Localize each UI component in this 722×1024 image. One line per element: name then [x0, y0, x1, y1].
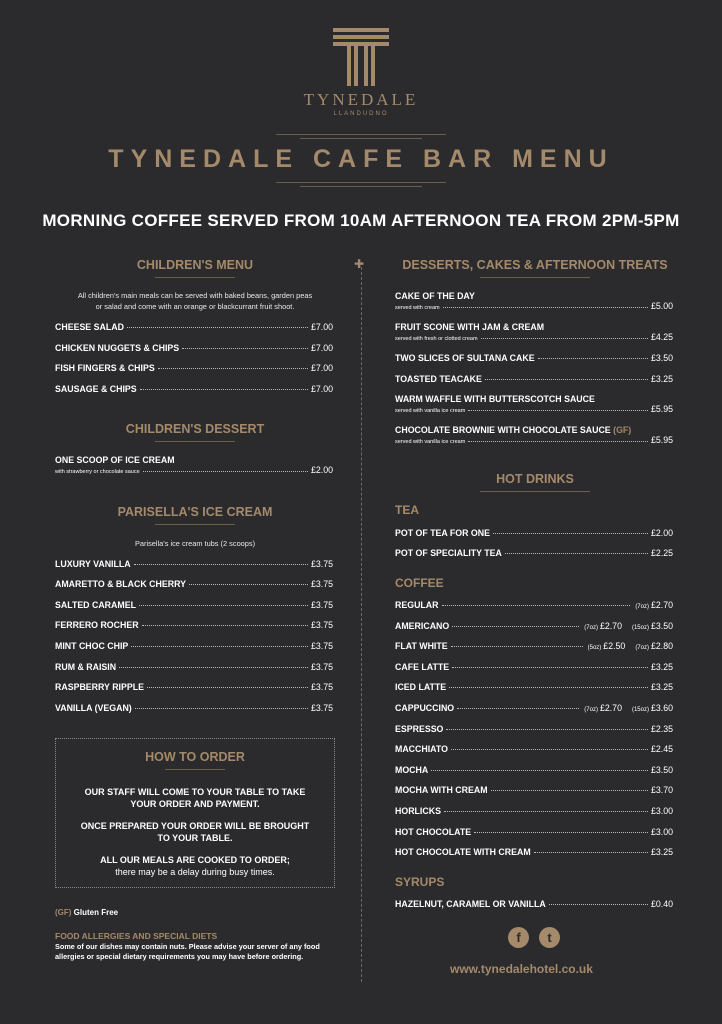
menu-item: FISH FINGERS & CHIPS £7.00: [55, 363, 333, 373]
menu-item: CAKE OF THE DAY served with cream £5.00: [395, 291, 673, 311]
childrens-menu-heading: CHILDREN'S MENU: [55, 258, 335, 278]
desserts-heading: DESSERTS, CAKES & AFTERNOON TREATS: [395, 258, 675, 278]
menu-item: CHICKEN NUGGETS & CHIPS £7.00: [55, 343, 333, 353]
menu-item: ONE SCOOP OF ICE CREAM with strawberry or chocolate sauce £2.00: [55, 455, 333, 475]
menu-item: CAPPUCCINO (7oz) £2.70 (15oz) £3.60: [395, 703, 673, 713]
childrens-dessert-heading: CHILDREN'S DESSERT: [55, 422, 335, 442]
menu-item: SALTED CARAMEL £3.75: [55, 600, 333, 610]
menu-item: HAZELNUT, CARAMEL OR VANILLA £0.40: [395, 899, 673, 909]
how-to-order-line: OUR STAFF WILL COME TO YOUR TABLE TO TAKE YOUR ORDER AND PAYMENT.: [84, 787, 306, 809]
gluten-free-key: (GF) Gluten Free: [55, 908, 119, 917]
title-rule-top: [276, 134, 446, 135]
title-rule-top-2: [300, 138, 422, 139]
menu-item: REGULAR (7oz) £2.70: [395, 600, 673, 610]
ice-cream-heading: PARISELLA'S ICE CREAM: [55, 505, 335, 525]
facebook-icon[interactable]: f: [508, 927, 529, 948]
twitter-icon[interactable]: t: [539, 927, 560, 948]
menu-item: MACCHIATO £2.45: [395, 744, 673, 754]
menu-item: LUXURY VANILLA £3.75: [55, 559, 333, 569]
tea-heading: TEA: [395, 503, 419, 517]
menu-item: ICED LATTE £3.25: [395, 682, 673, 692]
menu-item: MINT CHOC CHIP £3.75: [55, 641, 333, 651]
menu-item: RUM & RAISIN £3.75: [55, 662, 333, 672]
ice-cream-note: Parisella's ice cream tubs (2 scoops): [134, 539, 256, 548]
service-times-banner: MORNING COFFEE SERVED FROM 10AM AFTERNOON TEA FROM 2PM-5PM: [42, 211, 680, 230]
menu-item: SAUSAGE & CHIPS £7.00: [55, 384, 333, 394]
menu-item: VANILLA (VEGAN) £3.75: [55, 703, 333, 713]
menu-item: AMARETTO & BLACK CHERRY £3.75: [55, 579, 333, 589]
menu-item: MOCHA WITH CREAM £3.70: [395, 785, 673, 795]
coffee-heading: COFFEE: [395, 576, 444, 590]
allergy-text: Some of our dishes may contain nuts. Please advise your server of any food allergies or special dietary requirements you may have before ordering.: [55, 942, 320, 961]
how-to-order-line: ONCE PREPARED YOUR ORDER WILL BE BROUGHT TO YOUR TABLE.: [80, 821, 310, 843]
title-rule-bottom-2: [300, 186, 422, 187]
menu-item: POT OF TEA FOR ONE £2.00: [395, 528, 673, 538]
childrens-menu-note: All children's main meals can be served with baked beans, garden peas or salad and come with an orange or blackcurrant fruit shoot.: [77, 291, 313, 311]
menu-item: FLAT WHITE (5oz) £2.50 (7oz) £2.80: [395, 641, 673, 651]
social-links: [508, 927, 560, 948]
menu-item: TWO SLICES OF SULTANA CAKE £3.50: [395, 353, 673, 363]
tynedale-logo-icon: [333, 28, 389, 86]
how-to-order-heading: HOW TO ORDER: [145, 750, 245, 764]
menu-item: WARM WAFFLE WITH BUTTERSCOTCH SAUCE served with vanilla ice cream £5.95: [395, 394, 673, 414]
brand-name: TYNEDALE: [303, 90, 419, 109]
syrups-heading: SYRUPS: [395, 875, 445, 889]
menu-item: CHOCOLATE BROWNIE WITH CHOCOLATE SAUCE (GF) served with vanilla ice cream £5.95: [395, 425, 673, 445]
menu-item: ESPRESSO £2.35: [395, 724, 673, 734]
menu-item: HOT CHOCOLATE WITH CREAM £3.25: [395, 847, 673, 857]
logo: [0, 28, 722, 117]
menu-item: CAFE LATTE £3.25: [395, 662, 673, 672]
menu-item: HOT CHOCOLATE £3.00: [395, 827, 673, 837]
brand-location: LLANDUDNO: [333, 111, 389, 117]
menu-item: CHEESE SALAD £7.00: [55, 322, 333, 332]
hot-drinks-heading: HOT DRINKS: [395, 472, 675, 492]
menu-item: MOCHA £3.50: [395, 765, 673, 775]
column-divider: [361, 262, 362, 982]
menu-item: RASPBERRY RIPPLE £3.75: [55, 682, 333, 692]
how-to-order-line: ALL OUR MEALS ARE COOKED TO ORDER; there may be a delay during busy times.: [100, 855, 290, 877]
menu-item: HORLICKS £3.00: [395, 806, 673, 816]
page-title: TYNEDALE CAFE BAR MENU: [108, 145, 614, 173]
title-rule-bottom: [276, 182, 446, 183]
allergy-heading: FOOD ALLERGIES AND SPECIAL DIETS: [55, 931, 218, 941]
menu-item: FERRERO ROCHER £3.75: [55, 620, 333, 630]
website-link[interactable]: www.tynedalehotel.co.uk: [450, 962, 593, 976]
menu-item: FRUIT SCONE WITH JAM & CREAM served with fresh or clotted cream £4.25: [395, 322, 673, 342]
menu-item: AMERICANO (7oz) £2.70 (15oz) £3.50: [395, 621, 673, 631]
how-to-order-box: [55, 738, 335, 888]
menu-item: TOASTED TEACAKE £3.25: [395, 374, 673, 384]
menu-item: POT OF SPECIALITY TEA £2.25: [395, 548, 673, 558]
divider-ornament-icon: ✚: [354, 257, 365, 271]
